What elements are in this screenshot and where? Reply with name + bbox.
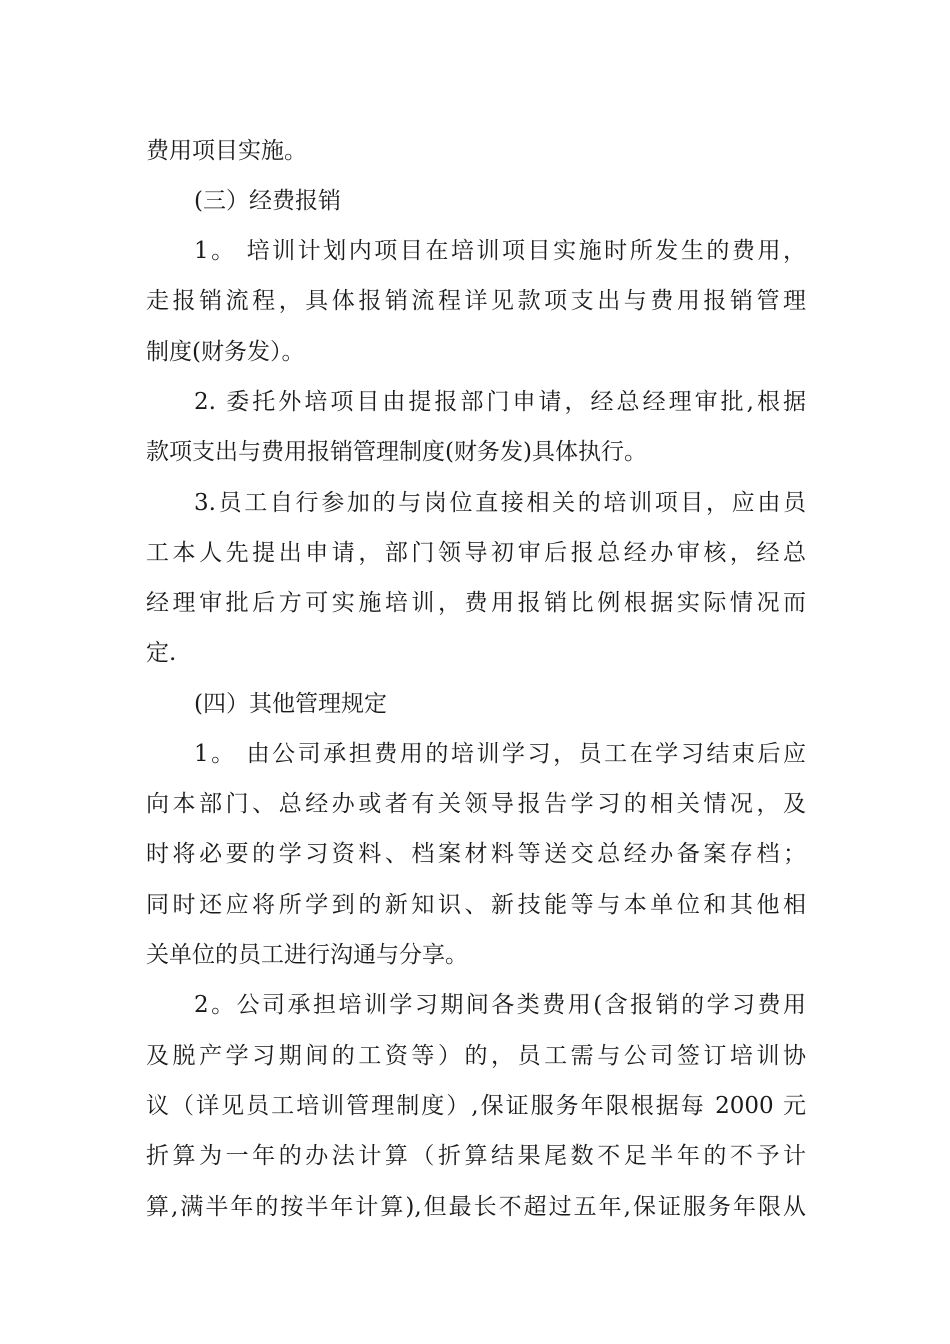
text-line: 时将必要的学习资料、档案材料等送交总经办备案存档； xyxy=(146,841,806,867)
text-line: 费用项目实施。 xyxy=(146,138,307,164)
text-line: 定. xyxy=(146,640,177,666)
text-line: 款项支出与费用报销管理制度(财务发)具体执行。 xyxy=(146,439,647,465)
text-line: 1。 由公司承担费用的培训学习，员工在学习结束后应 xyxy=(194,741,806,767)
text-line: 关单位的员工进行沟通与分享。 xyxy=(146,942,468,968)
text-line: 3.员工自行参加的与岗位直接相关的培训项目，应由员 xyxy=(194,490,806,516)
text-line: 议（详见员工培训管理制度）,保证服务年限根据每 2000 元 xyxy=(146,1093,806,1119)
text-line: 2. 委托外培项目由提报部门申请，经总经理审批,根据 xyxy=(194,389,806,415)
text-line: 向本部门、总经办或者有关领导报告学习的相关情况，及 xyxy=(146,791,806,817)
text-line: 工本人先提出申请，部门领导初审后报总经办审核，经总 xyxy=(146,540,806,566)
section-heading: (四）其他管理规定 xyxy=(194,691,387,717)
text-line: 同时还应将所学到的新知识、新技能等与本单位和其他相 xyxy=(146,892,806,918)
text-line: 走报销流程，具体报销流程详见款项支出与费用报销管理 xyxy=(146,288,806,314)
text-line: 折算为一年的办法计算（折算结果尾数不足半年的不予计 xyxy=(146,1143,806,1169)
text-line: 2。公司承担培训学习期间各类费用(含报销的学习费用 xyxy=(194,992,806,1018)
section-heading: (三）经费报销 xyxy=(194,188,341,214)
text-line: 制度(财务发）。 xyxy=(146,339,305,365)
text-line: 算,满半年的按半年计算),但最长不超过五年,保证服务年限从 xyxy=(146,1194,806,1220)
text-line: 及脱产学习期间的工资等）的，员工需与公司签订培训协 xyxy=(146,1043,806,1069)
text-line: 经理审批后方可实施培训，费用报销比例根据实际情况而 xyxy=(146,590,806,616)
text-line: 1。 培训计划内项目在培训项目实施时所发生的费用， xyxy=(194,238,806,264)
